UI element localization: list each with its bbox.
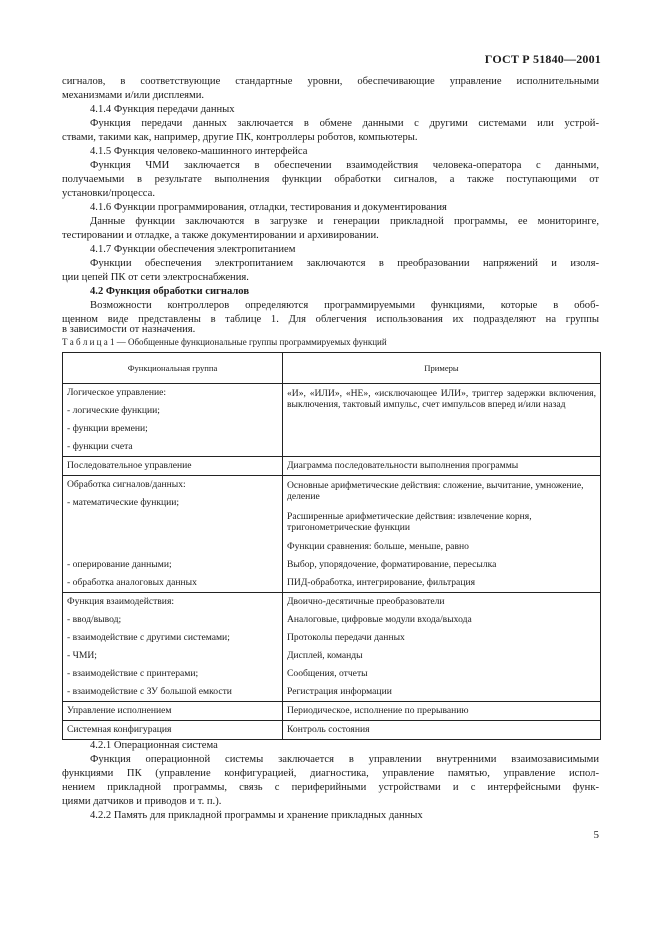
examples-cell [283,593,601,702]
example-text: Аналоговые, цифровые модули входа/выхода [287,614,472,625]
examples-cell [283,476,601,593]
example-text: Расширенные арифметические действия: извлечение корня, тригонометрические функции [287,511,532,533]
example-text: Периодическое, исполнение по прерыванию [287,705,469,716]
example-text: Сообщения, отчеты [287,668,368,679]
group-item: - обработка аналоговых данных [67,577,197,588]
group-item: - функции времени; [67,423,148,434]
table-row [63,593,601,702]
table-row [63,457,601,476]
group-item: - оперирование данными; [67,559,172,570]
text-line: получаемыми в результате выполнения функции обработки сигналов, а также поступающими от [62,174,599,185]
example-text: Дисплей, команды [287,650,363,661]
example-text: «И», «ИЛИ», «НЕ», «исключающее ИЛИ», триггер задержки включения, выключения, тактовый импульс, счет импульсов вперед и/или назад [287,388,596,410]
table-row [63,384,601,457]
group-item: - математические функции; [67,497,180,508]
text-line: в зависимости от назначения. [62,324,196,335]
example-text: Диаграмма последовательности выполнения программы [287,460,519,471]
text-line: щенном виде представлены в таблице 1. Для облегчения использования их подразделяют на группы [62,314,599,325]
text-line: Функция ЧМИ заключается в обеспечении взаимодействия человека-оператора с данными, [90,160,599,171]
column-header: Функциональная группа [63,353,283,384]
example-text: ПИД-обработка, интегрирование, фильтрация [287,577,476,588]
example-text: Протоколы передачи данных [287,632,405,643]
text-line: ции цепей ПК от сети электроснабжения. [62,272,249,283]
text-line: ствами, такими как, например, другие ПК, контроллеры роботов, компьютеры. [62,132,418,143]
example-text: Основные арифметические действия: сложение, вычитание, умножение, деление [287,480,584,502]
group-item: - функции счета [67,441,133,452]
table-caption: Т а б л и ц а 1 — Обобщенные функциональные группы программируемых функций [62,337,387,347]
text-line: механизмами и/или дисплеями. [62,90,205,101]
group-item: - ЧМИ; [67,650,97,661]
example-text: Выбор, упорядочение, форматирование, пересылка [287,559,497,570]
group-label: Функция взаимодействия: [67,596,175,607]
text-line: тестировании и отладке, а также документировании и архивировании. [62,230,379,241]
group-item: - взаимодействие с принтерами; [67,668,199,679]
group-item: - логические функции; [67,405,160,416]
section-heading: 4.1.4 Функция передачи данных [90,104,235,115]
text-line: циями датчиков и приводов и т. п.). [62,796,222,807]
text-line: Функция передачи данных заключается в обмене данными с другими системами или устрой- [90,118,599,129]
section-heading: 4.2.1 Операционная система [90,740,218,751]
section-heading: 4.1.5 Функция человеко-машинного интерфейса [90,146,308,157]
group-item: - взаимодействие с другими системами; [67,632,230,643]
group-item: - взаимодействие с ЗУ большой емкости [67,686,232,697]
table-row [63,721,601,740]
functions-table [62,352,601,740]
group-item: - ввод/вывод; [67,614,122,625]
text-line: Возможности контроллеров определяются программируемыми функциями, которые в обоб- [90,300,599,311]
text-line: сигналов, в соответствующие стандартные уровни, обеспечивающие управление исполнительными [62,76,599,87]
document-header: ГОСТ Р 51840—2001 [484,52,601,66]
group-cell [63,384,283,457]
section-heading: 4.1.6 Функции программирования, отладки, тестирования и документирования [90,202,447,213]
group-label: Последовательное управление [67,460,192,471]
column-header: Примеры [283,353,601,384]
text-line: установки/процесса. [62,188,155,199]
table-header-row [63,353,601,384]
example-text: Двоично-десятичные преобразователи [287,596,445,607]
group-cell [63,476,283,593]
section-heading-bold: 4.2 Функция обработки сигналов [90,286,250,297]
text-line: нением прикладной программы, связь с периферийными устройствами и с интерфейсными функ- [62,782,599,793]
page-number: 5 [593,829,599,841]
table-row [63,702,601,721]
example-text: Контроль состояния [287,724,370,735]
group-label: Управление исполнением [67,705,172,716]
text-line: Данные функции заключаются в загрузке и генерации прикладной программы, ее мониторинге, [90,216,599,227]
example-text: Функции сравнения: больше, меньше, равно [287,541,469,552]
section-heading: 4.1.7 Функции обеспечения электропитанием [90,244,296,255]
examples-cell [283,384,601,457]
text-line: Функции обеспечения электропитанием заключаются в преобразовании напряжений и изоля- [90,258,599,269]
table-row [63,476,601,593]
text-line: Функция операционной системы заключается в управлении внутренними взаимозависимыми [90,754,599,765]
group-cell [63,593,283,702]
group-label: Обработка сигналов/данных: [67,479,186,490]
group-label: Системная конфигурация [67,724,172,735]
group-label: Логическое управление: [67,387,167,398]
text-line: функциями ПК (управление конфигурацией, диагностика, управление памятью, управление испол- [62,768,599,779]
section-heading: 4.2.2 Память для прикладной программы и хранение прикладных данных [90,810,423,821]
example-text: Регистрация информации [287,686,392,697]
